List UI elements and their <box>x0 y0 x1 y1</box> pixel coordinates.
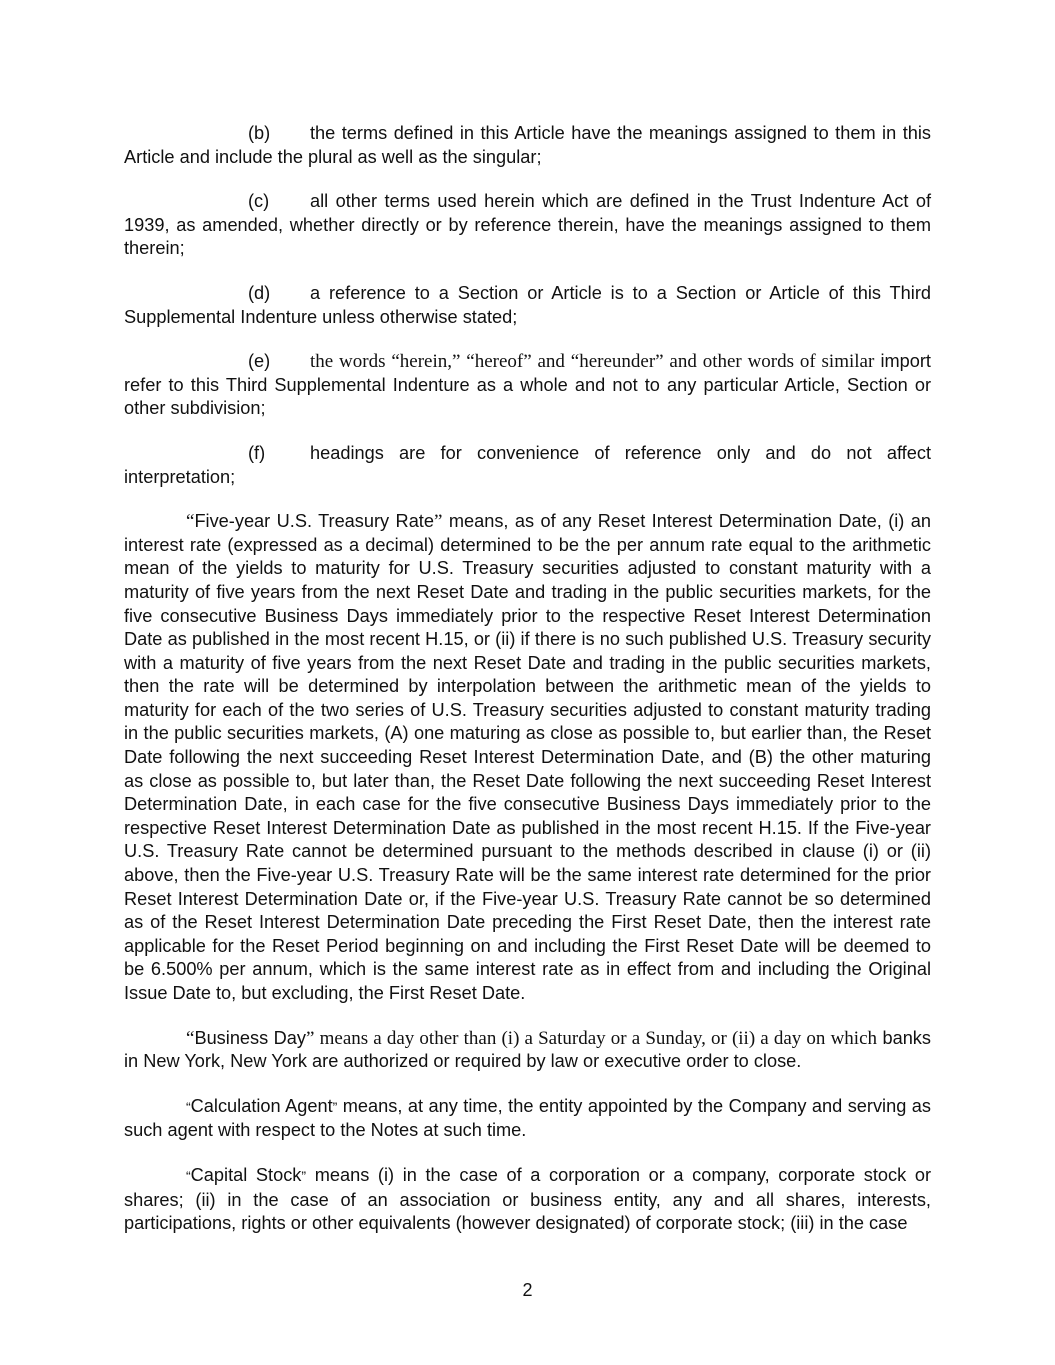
clause-text: all other terms used herein which are defined in the Trust Indenture Act of 1939, as amended, whether directly or by reference therein, have the meanings assigned to them therein; <box>124 191 931 259</box>
open-quote: “ <box>186 511 195 533</box>
open-quote: “ <box>186 1027 195 1049</box>
clause-label: (b) <box>248 123 271 143</box>
clause-b <box>124 122 931 169</box>
page-number: 2 <box>522 1280 533 1300</box>
clause-e <box>124 350 931 421</box>
definition-five-year-treasury-rate <box>124 510 931 1005</box>
close-quote: ” <box>306 1027 315 1049</box>
clause-f <box>124 442 931 489</box>
definition-capital-stock <box>124 1164 931 1236</box>
definition-text: means (i) in the case of a corporation or a company, corporate stock or shares; (ii) in the case of an association or business entity, any and all shares, interests, participations, rights or other equivalents (however designated) of corporate stock; (iii) in the case <box>124 1164 932 1234</box>
clause-text: the terms defined in this Article have the meanings assigned to them in this Article and include the plural as well as the singular; <box>124 123 931 167</box>
close-quote: ” <box>332 1098 338 1115</box>
definition-text-serif: means a day other than (i) a Saturday or a Sunday, or (ii) a day on which <box>314 1027 878 1049</box>
defined-term: Five-year U.S. Treasury Rate <box>194 511 434 532</box>
clause-label: (c) <box>248 191 270 212</box>
open-quote: “ <box>186 1098 191 1115</box>
clause-label: (e) <box>248 351 271 372</box>
clause-text: headings are for convenience of reference only and do not affect interpretation; <box>124 442 931 487</box>
clause-label: (d) <box>248 282 271 303</box>
clause-text: a reference to a Section or Article is to a Section or Article of this Third Supplemental Indenture unless otherwise stated; <box>124 282 931 327</box>
clause-label: (f) <box>248 442 266 463</box>
defined-term: Capital Stock <box>190 1164 302 1185</box>
close-quote: ” <box>433 511 443 533</box>
close-quote: ” <box>301 1167 307 1184</box>
definition-text: means, at any time, the entity appointed by the Company and serving as such agent with respect to the Notes at such time. <box>124 1095 931 1141</box>
defined-term: Business Day <box>194 1027 307 1048</box>
definition-text: banks in New York, New York are authorized or required by law or executive order to close. <box>124 1027 931 1072</box>
definition-text: means, as of any Reset Interest Determination Date, (i) an interest rate (expressed as a decimal) determined to be the per annum rate equal to the arithmetic mean of the yields to maturity for U.S. Treasury securities adjusted to constant maturity with a maturity of five years from the next Reset Date and trading in the public securities markets, for the five consecutive Business Days immediately prior to the respective Reset Interest Determination Date as published in the most recent H.15, or (ii) if there is no such published U.S. Treasury security with a maturity of five years from the next Reset Date and trading in the public securities markets, then the rate will be determined by interpolation between the arithmetic mean of the yields to maturity for each of the two series of U.S. Treasury securities adjusted to constant maturity trading in the public securities markets, (A) one maturing as close as possible to, but earlier than, the Reset Date following the next succeeding Reset Interest Determination Date, and (B) the other maturing as close as possible to, but later than, the Reset Date following the next succeeding Reset Interest Determination Date, in each case for the five consecutive Business Days immediately prior to the respective Reset Interest Determination Date as published in the most recent H.15. If the Five-year U.S. Treasury Rate cannot be determined pursuant to the methods described in clause (i) or (ii) above, then the Five-year U.S. Treasury Rate will be the same interest rate determined for the prior Reset Interest Determination Date or, if the Five-year U.S. Treasury Rate cannot be so determined as of the Reset Interest Determination Date preceding the First Reset Date, then the interest rate applicable for the Reset Period beginning on and including the First Reset Date will be deemed to be 6.500% per annum, which is the same interest rate as in effect from and including the Original Issue Date to, but excluding, the First Reset Date. <box>124 511 931 1003</box>
defined-term: Calculation Agent <box>190 1095 333 1116</box>
clause-text: import refer to this Third Supplemental Indenture as a whole and not to any particular Article, Section or other subdivision; <box>124 351 931 419</box>
definition-calculation-agent <box>124 1095 931 1143</box>
clause-text-serif: the words “herein,” “hereof” and “hereunder” and other words of similar <box>310 351 875 373</box>
document-body <box>124 122 931 1257</box>
clause-d <box>124 282 931 329</box>
clause-c <box>124 190 931 261</box>
definition-business-day <box>124 1027 931 1074</box>
open-quote: “ <box>186 1167 191 1184</box>
